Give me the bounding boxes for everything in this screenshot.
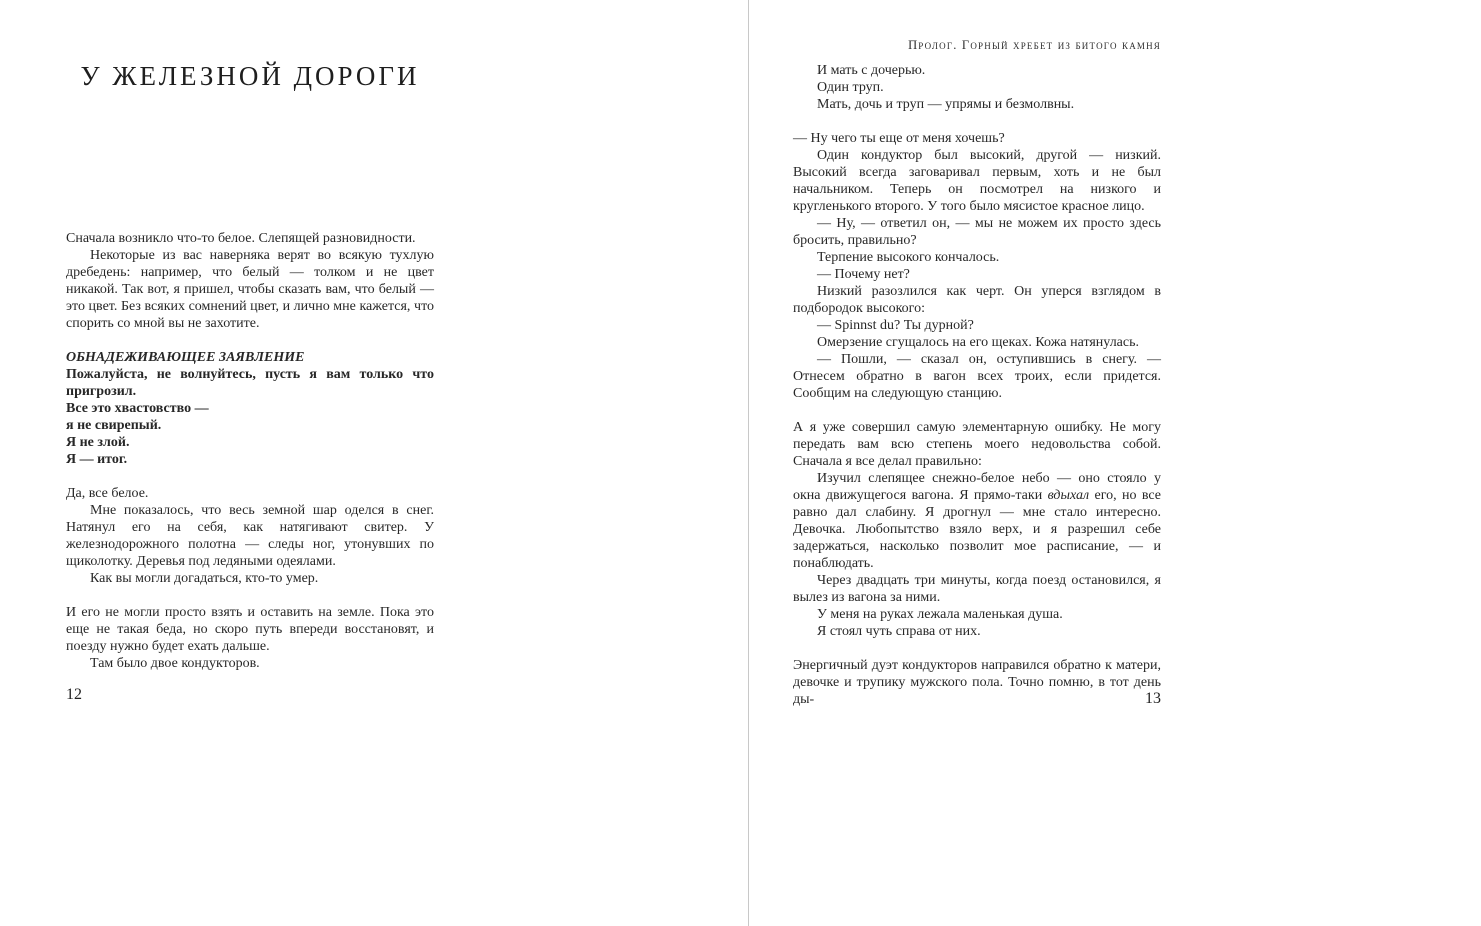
page-number-left: 12 — [66, 686, 82, 703]
paragraph: — Spinnst du? Ты дурной? — [817, 318, 974, 333]
paragraph: Как вы могли догадаться, кто-то умер. — [90, 571, 319, 586]
paragraph: ОБНАДЕЖИВАЮЩЕЕ ЗАЯВЛЕНИЕ — [66, 350, 305, 365]
paragraph: И его не могли просто взять и оставить на земле. Пока это еще не такая беда, но скоро путь впереди восстановят, и поезду нужно будет ехать дальше. — [66, 605, 434, 654]
paragraph: Некоторые из вас наверняка верят во всякую тухлую дребедень: например, что белый — толком и не цвет никакой. Так вот, я пришел, чтобы сказать вам, что белый — это цвет. Без всяких сомнений цвет, и лично мне кажется, что спорить со мной вы не захотите. — [66, 248, 434, 331]
left-page-body — [66, 230, 434, 672]
paragraph: А я уже совершил самую элементарную ошибку. Не могу передать вам всю степень моего недовольства собой. Сначала я все делал правильно: — [793, 420, 1161, 469]
paragraph: Я не злой. — [66, 435, 130, 450]
paragraph: Энергичный дуэт кондукторов направился обратно к матери, девочке и трупику мужского пола. Точно помню, в тот день ды- — [793, 658, 1161, 707]
paragraph: Низкий разозлился как черт. Он уперся взглядом в подбородок высокого: — [793, 284, 1161, 316]
paragraph: Да, все белое. — [66, 486, 149, 501]
paragraph: Один кондуктор был высокий, другой — низкий. Высокий всегда заговаривал первым, хоть и не был начальником. Теперь он посмотрел на низкого и кругленького второго. У того было мясистое красное лицо. — [793, 148, 1161, 214]
paragraph: Изучил слепящее снежно-белое небо — оно стояло у окна движущегося вагона. Я прямо-таки вдыхал его, но все равно дал слабину. Я дрогнул — мне стало интересно. Девочка. Любопытство взяло верх, и я разрешил себе задержаться, насколько позволит мое расписание, — и понаблюдать. — [793, 471, 1161, 571]
paragraph: Через двадцать три минуты, когда поезд остановился, я вылез из вагона за ними. — [793, 573, 1161, 605]
paragraph: Там было двое кондукторов. — [90, 656, 260, 671]
left-page — [66, 0, 434, 926]
paragraph: Омерзение сгущалось на его щеках. Кожа натянулась. — [817, 335, 1139, 350]
paragraph: Сначала возникло что-то белое. Слепящей разновидности. — [66, 231, 416, 246]
right-page-body — [793, 62, 1161, 708]
paragraph: — Ну, — ответил он, — мы не можем их просто здесь бросить, правильно? — [793, 216, 1161, 248]
running-header: Пролог. Горный хребет из битого камня — [908, 38, 1161, 52]
page-number-right: 13 — [1145, 690, 1161, 707]
page-divider — [748, 0, 749, 926]
paragraph: Пожалуйста, не волнуйтесь, пусть я вам только что пригрозил. — [66, 367, 434, 399]
paragraph: Терпение высокого кончалось. — [817, 250, 1000, 265]
paragraph: я не свирепый. — [66, 418, 162, 433]
paragraph: И мать с дочерью. — [817, 63, 926, 78]
right-page — [793, 0, 1161, 926]
paragraph: Я — итог. — [66, 452, 128, 467]
paragraph: — Почему нет? — [817, 267, 910, 282]
paragraph: Я стоял чуть справа от них. — [817, 624, 981, 639]
paragraph: Один труп. — [817, 80, 884, 95]
paragraph: — Пошли, — сказал он, оступившись в снегу. — Отнесем обратно в вагон всех троих, если придется. Сообщим на следующую станцию. — [793, 352, 1161, 401]
paragraph: Мать, дочь и труп — упрямы и безмолвны. — [817, 97, 1075, 112]
paragraph: Мне показалось, что весь земной шар оделся в снег. Натянул его на себя, как натягивают свитер. У железнодорожного полотна — следы ног, утонувших по щиколотку. Деревья под ледяными одеялами. — [66, 503, 434, 569]
paragraph: Все это хвастовство — — [66, 401, 209, 416]
chapter-title: У ЖЕЛЕЗНОЙ ДОРОГИ — [80, 61, 420, 91]
paragraph: У меня на руках лежала маленькая душа. — [817, 607, 1063, 622]
paragraph: — Ну чего ты еще от меня хочешь? — [793, 131, 1005, 146]
